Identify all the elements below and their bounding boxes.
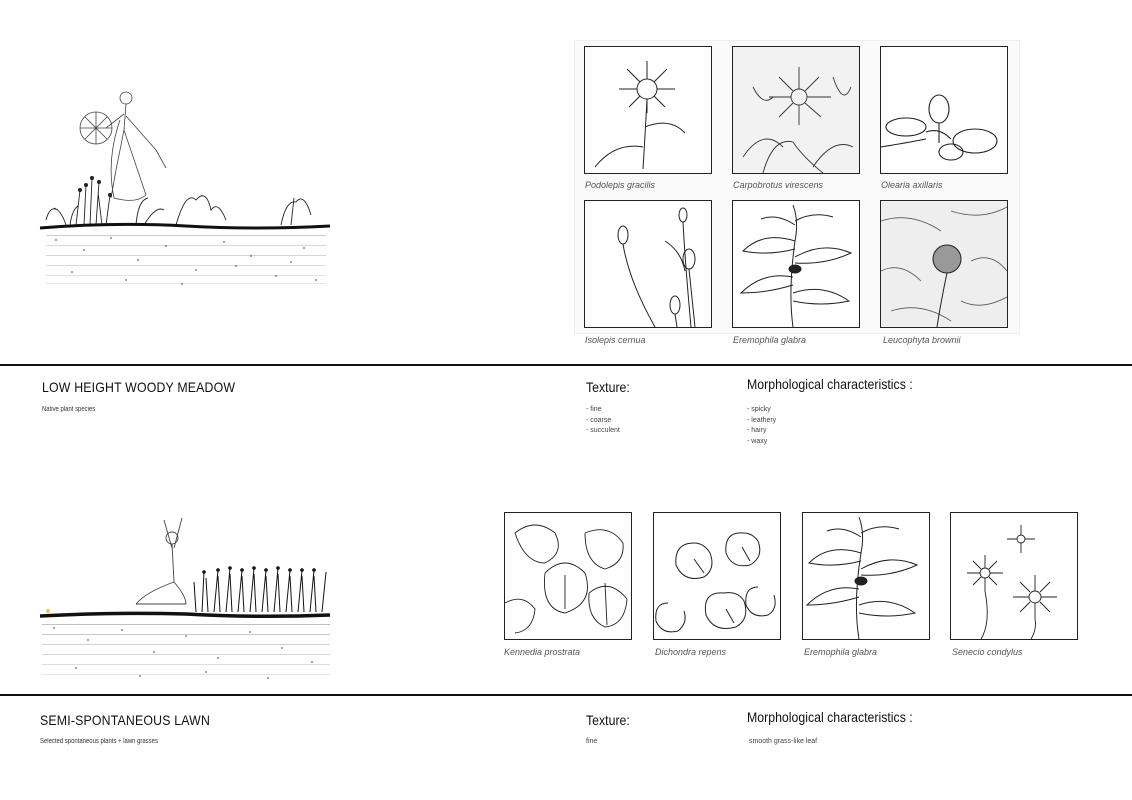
leafy-branch-icon bbox=[733, 201, 859, 327]
texture-heading: Texture: bbox=[586, 379, 630, 395]
plant-card-leucophyta bbox=[880, 200, 1008, 328]
plant-card-senecio bbox=[950, 512, 1078, 640]
morphology-item: - waxy bbox=[747, 437, 768, 445]
plant-caption: Eremophila glabra bbox=[804, 647, 878, 657]
plant-card-eremophila-1 bbox=[732, 200, 860, 328]
plant-caption: Dichondra repens bbox=[655, 647, 727, 657]
plant-caption: Isolepis cernua bbox=[585, 335, 646, 345]
plant-card-podolepis bbox=[584, 46, 712, 174]
morphology-item: smooth grass-like leaf bbox=[749, 738, 818, 745]
section-subtitle: Selected spontaneous plants + lawn grasses bbox=[40, 738, 158, 745]
section-divider bbox=[0, 364, 1132, 366]
plant-caption: Carpobrotus virescens bbox=[733, 180, 824, 190]
grass-buds-icon bbox=[585, 201, 711, 327]
plant-caption: Leucophyta brownii bbox=[883, 335, 961, 345]
section-subtitle: Native plant species bbox=[42, 406, 96, 413]
plant-caption: Olearia axillaris bbox=[881, 180, 943, 190]
texture-item: - coarse bbox=[586, 416, 612, 424]
meadow-sketch-illustration bbox=[36, 80, 336, 290]
morphology-list bbox=[747, 405, 776, 447]
texture-item: - succulent bbox=[586, 427, 620, 434]
section-divider bbox=[0, 694, 1132, 696]
plant-card-kennedia bbox=[504, 512, 632, 640]
section-title: SEMI-SPONTANEOUS LAWN bbox=[40, 712, 211, 728]
plant-card-eremophila-2 bbox=[802, 512, 930, 640]
texture-list bbox=[586, 737, 597, 748]
lawn-sketch-illustration bbox=[36, 512, 336, 687]
plant-card-carpobrotus bbox=[732, 46, 860, 174]
globe-flower-icon bbox=[881, 201, 1007, 327]
round-leaves-icon bbox=[881, 47, 1007, 173]
texture-heading: Texture: bbox=[586, 712, 630, 728]
plant-caption: Kennedia prostrata bbox=[504, 647, 581, 657]
kidney-leaves-icon bbox=[654, 513, 780, 639]
plant-card-olearia bbox=[880, 46, 1008, 174]
morphology-item: - leathery bbox=[747, 416, 777, 424]
morphology-list bbox=[749, 737, 817, 748]
texture-list bbox=[586, 405, 620, 437]
broad-leaves-icon bbox=[505, 513, 631, 639]
star-flowers-icon bbox=[951, 513, 1077, 639]
morphology-item: - hairy bbox=[747, 427, 767, 434]
texture-item: - fine bbox=[586, 406, 602, 413]
morphology-item: - spicky bbox=[747, 406, 771, 413]
texture-item: fine bbox=[586, 738, 598, 745]
succulent-flower-icon bbox=[733, 47, 859, 173]
plant-card-isolepis bbox=[584, 200, 712, 328]
plant-caption: Senecio condylus bbox=[952, 647, 1023, 657]
leafy-branch-icon bbox=[803, 513, 929, 639]
section-title: LOW HEIGHT WOODY MEADOW bbox=[42, 379, 236, 395]
plant-caption: Podolepis gracilis bbox=[585, 180, 656, 190]
plant-card-dichondra bbox=[653, 512, 781, 640]
morphology-heading: Morphological characteristics : bbox=[747, 709, 913, 725]
plant-caption: Eremophila glabra bbox=[733, 335, 807, 345]
morphology-heading: Morphological characteristics : bbox=[747, 376, 913, 392]
daisy-flower-icon bbox=[585, 47, 711, 173]
